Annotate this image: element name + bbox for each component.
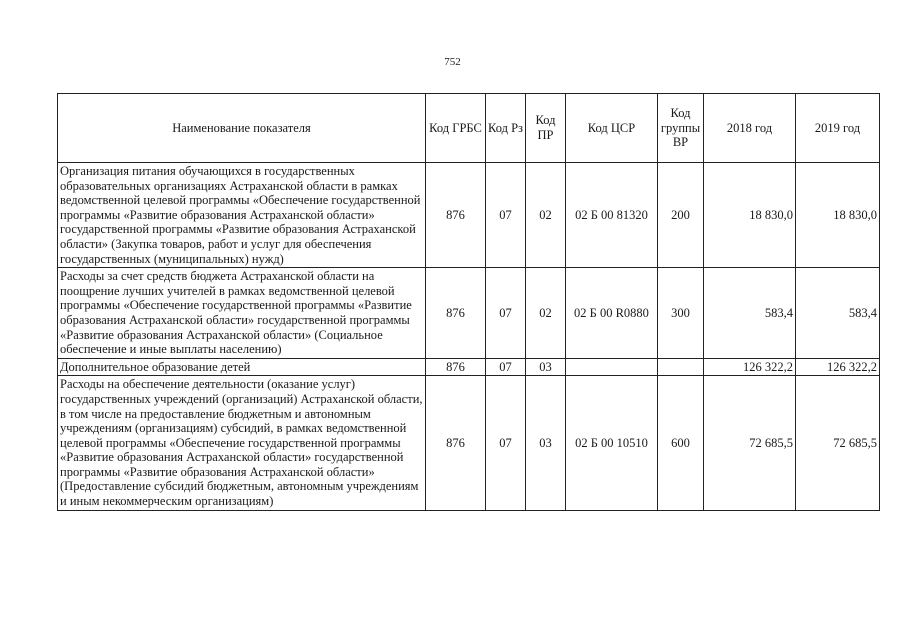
header-name: Наименование показателя [58, 94, 426, 163]
row-rz: 07 [486, 268, 526, 359]
row-csr: 02 Б 00 R0880 [566, 268, 658, 359]
header-pr: Код ПР [526, 94, 566, 163]
header-csr: Код ЦСР [566, 94, 658, 163]
row-csr: 02 Б 00 81320 [566, 163, 658, 268]
row-rz: 07 [486, 163, 526, 268]
header-grbs: Код ГРБС [426, 94, 486, 163]
row-grbs: 876 [426, 163, 486, 268]
row-grbs: 876 [426, 358, 486, 376]
row-2018: 126 322,2 [704, 358, 796, 376]
row-vr: 600 [658, 376, 704, 510]
row-vr [658, 358, 704, 376]
row-2019: 583,4 [796, 268, 880, 359]
row-2019: 126 322,2 [796, 358, 880, 376]
row-2018: 72 685,5 [704, 376, 796, 510]
row-pr: 03 [526, 376, 566, 510]
row-name: Расходы на обеспечение деятельности (оказание услуг) государственных учреждений (организаций) Астраханской области, в том числе на предоставление бюджетным и автономным учреждениям (организациям) субсидий, в рамках ведомственной целевой программы «Обеспечение государственной программы «Развитие образования Астраханской области» государственной программы «Развитие образования Астраханской области» (Предоставление субсидий бюджетным, автономным учреждениям и иным некоммерческим организациям) [58, 376, 426, 510]
table-header-row [58, 94, 880, 163]
header-vr: Код группы ВР [658, 94, 704, 163]
header-2018: 2018 год [704, 94, 796, 163]
row-pr: 03 [526, 358, 566, 376]
table-row [58, 268, 880, 359]
row-rz: 07 [486, 358, 526, 376]
table-row [58, 163, 880, 268]
header-rz: Код Рз [486, 94, 526, 163]
row-2018: 18 830,0 [704, 163, 796, 268]
page-number: 752 [444, 56, 461, 68]
row-csr [566, 358, 658, 376]
row-pr: 02 [526, 163, 566, 268]
row-pr: 02 [526, 268, 566, 359]
row-2019: 18 830,0 [796, 163, 880, 268]
row-name: Организация питания обучающихся в государственных образовательных организациях Астраханской области в рамках ведомственной целевой программы «Обеспечение государственной программы «Развитие образования Астраханской области» государственной программы «Развитие образования Астраханской области» (Закупка товаров, работ и услуг для обеспечения государственных (муниципальных) нужд) [58, 163, 426, 268]
row-2019: 72 685,5 [796, 376, 880, 510]
row-name: Дополнительное образование детей [58, 358, 426, 376]
row-csr: 02 Б 00 10510 [566, 376, 658, 510]
budget-table [57, 93, 880, 511]
row-name: Расходы за счет средств бюджета Астраханской области на поощрение лучших учителей в рамках ведомственной целевой программы «Обеспечение государственной программы «Развитие образования Астраханской области» государственной программы «Развитие образования Астраханской области» (Социальное обеспечение и иные выплаты населению) [58, 268, 426, 359]
row-vr: 300 [658, 268, 704, 359]
table-row [58, 358, 880, 376]
row-rz: 07 [486, 376, 526, 510]
row-grbs: 876 [426, 268, 486, 359]
row-2018: 583,4 [704, 268, 796, 359]
table-row [58, 376, 880, 510]
row-vr: 200 [658, 163, 704, 268]
row-grbs: 876 [426, 376, 486, 510]
header-2019: 2019 год [796, 94, 880, 163]
